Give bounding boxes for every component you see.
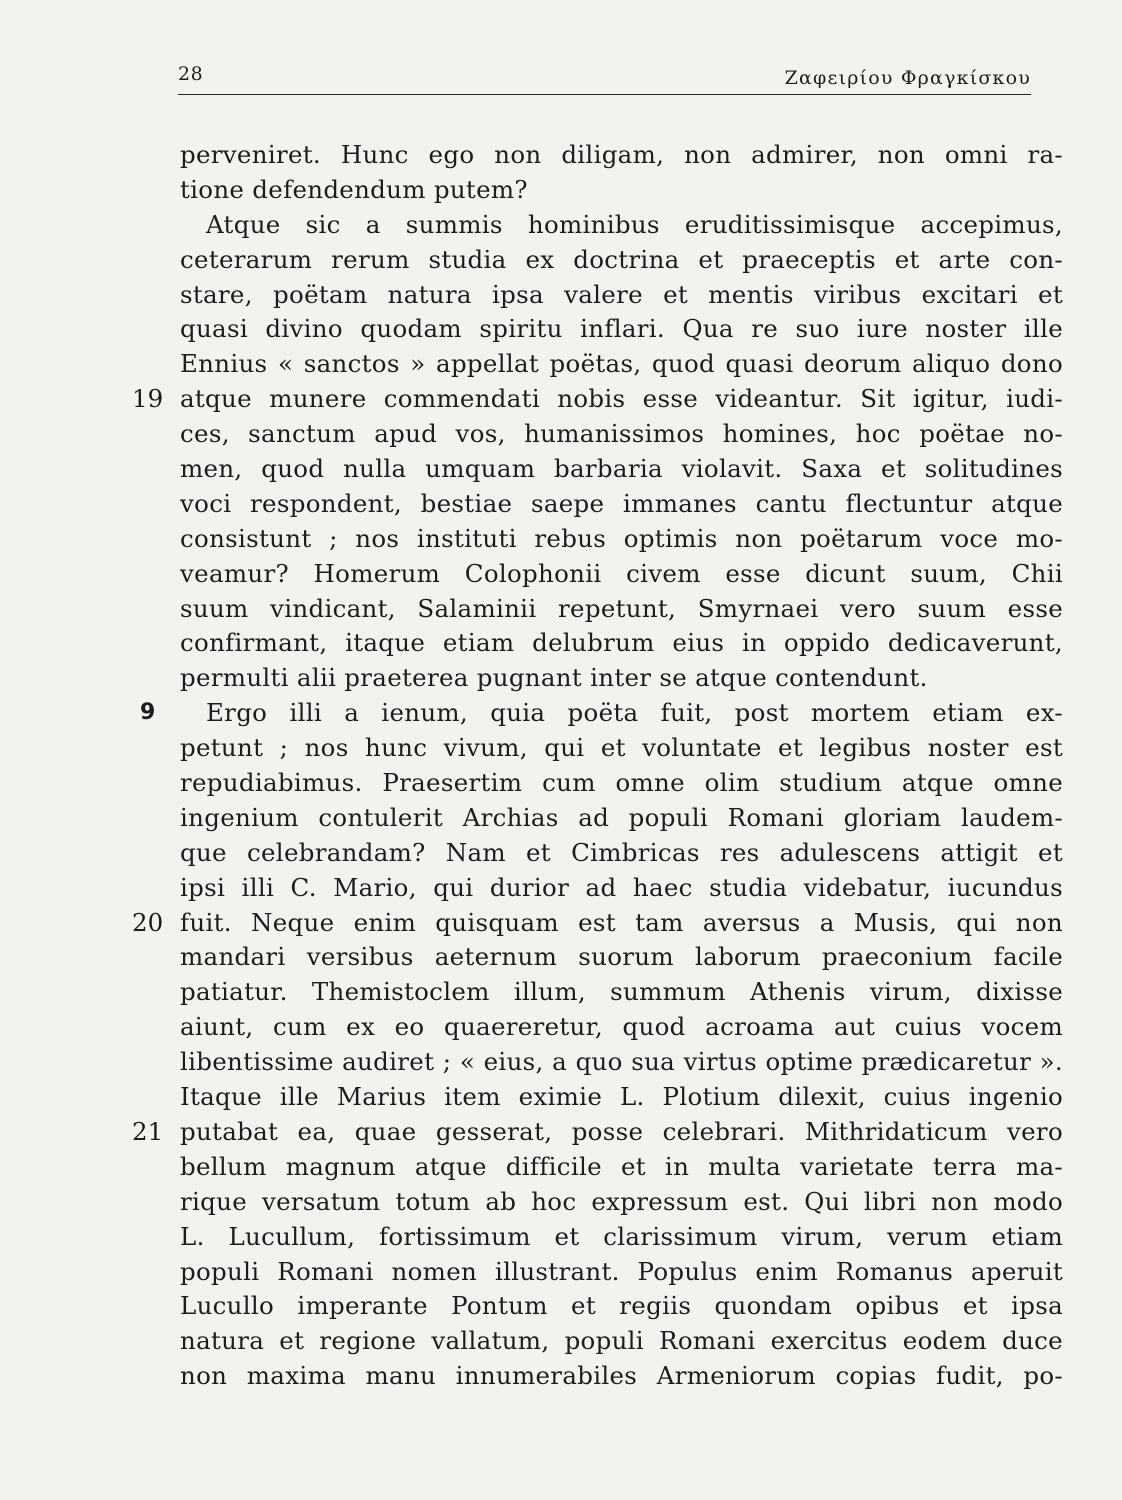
line-text: veamur? Homerum Colophonii civem esse dicunt suum, Chii (180, 558, 1063, 588)
section-number: 9 (140, 700, 156, 726)
text-line (0, 592, 1122, 627)
text-line (0, 1115, 1122, 1150)
section-number: 19 (132, 384, 164, 414)
line-text: ipsi illi C. Mario, qui durior ad haec studia videbatur, iucundus (180, 872, 1063, 902)
line-text: patiatur. Themistoclem illum, summum Athenis virum, dixisse (180, 977, 1063, 1007)
text-line (0, 975, 1122, 1010)
line-text: stare, poëtam natura ipsa valere et mentis viribus excitari et (180, 279, 1063, 309)
line-text: populi Romani nomen illustrant. Populus enim Romanus aperuit (180, 1256, 1063, 1286)
text-line (0, 347, 1122, 382)
running-head-author: Ζαφειρίου Φραγκίσκου (784, 67, 1031, 89)
line-text: Lucullo imperante Pontum et regiis quondam opibus et ipsa (180, 1291, 1063, 1321)
text-line (0, 696, 1122, 731)
line-text: Ergo illi a ienum, quia poëta fuit, post mortem etiam ex- (206, 698, 1063, 728)
line-text: Ennius « sanctos » appellat poëtas, quod quasi deorum aliquo dono (180, 349, 1063, 379)
line-text: consistunt ; nos instituti rebus optimis non poëtarum voce mo- (180, 523, 1063, 553)
text-line (0, 243, 1122, 278)
text-line (0, 731, 1122, 766)
text-line (0, 382, 1122, 417)
text-line (0, 766, 1122, 801)
text-line (0, 452, 1122, 487)
line-text: aiunt, cum ex eo quaereretur, quod acroama aut cuius vocem (180, 1012, 1063, 1042)
text-line (0, 1080, 1122, 1115)
line-text: tione defendendum putem? (180, 174, 528, 204)
text-line (0, 487, 1122, 522)
line-text: putabat ea, quae gesserat, posse celebrari. Mithridaticum vero (180, 1116, 1063, 1146)
line-text: non maxima manu innumerabiles Armeniorum copias fudit, po- (180, 1361, 1063, 1391)
text-line (0, 1185, 1122, 1220)
page-number: 28 (178, 63, 204, 85)
body-text (0, 138, 1122, 1394)
line-text: suum vindicant, Salaminii repetunt, Smyrnaei vero suum esse (180, 593, 1063, 623)
line-text: bellum magnum atque difficile et in multa varietate terra ma- (180, 1151, 1063, 1181)
text-line (0, 138, 1122, 173)
text-line (0, 312, 1122, 347)
text-line (0, 557, 1122, 592)
text-line (0, 1255, 1122, 1290)
line-text: permulti alii praeterea pugnant inter se atque contendunt. (180, 663, 928, 693)
line-text: Atque sic a summis hominibus eruditissimisque accepimus, (206, 209, 1063, 239)
text-line (0, 1010, 1122, 1045)
line-text: atque munere commendati nobis esse videantur. Sit igitur, iudi- (180, 384, 1063, 414)
line-text: petunt ; nos hunc vivum, qui et voluntate et legibus noster est (180, 733, 1063, 763)
text-line (0, 1359, 1122, 1394)
running-head (178, 62, 1031, 95)
line-text: voci respondent, bestiae saepe immanes cantu flectuntur atque (180, 488, 1063, 518)
text-line (0, 1150, 1122, 1185)
text-line (0, 417, 1122, 452)
line-text: libentissime audiret ; « eius, a quo sua virtus optime prædicaretur ». (180, 1047, 1063, 1077)
text-line (0, 278, 1122, 313)
text-line (0, 1045, 1122, 1080)
line-text: que celebrandam? Nam et Cimbricas res adulescens attigit et (180, 837, 1063, 867)
line-text: fuit. Neque enim quisquam est tam aversus a Musis, qui non (180, 907, 1063, 937)
text-line (0, 208, 1122, 243)
line-text: L. Lucullum, fortissimum et clarissimum virum, verum etiam (180, 1221, 1063, 1251)
text-line (0, 522, 1122, 557)
line-text: confirmant, itaque etiam delubrum eius in oppido dedicaverunt, (180, 628, 1063, 658)
text-line (0, 1289, 1122, 1324)
text-line (0, 626, 1122, 661)
line-text: ces, sanctum apud vos, humanissimos homines, hoc poëtae no- (180, 419, 1063, 449)
text-line (0, 801, 1122, 836)
line-text: Itaque ille Marius item eximie L. Plotium dilexit, cuius ingenio (180, 1082, 1063, 1112)
line-text: quasi divino quodam spiritu inflari. Qua re suo iure noster ille (180, 314, 1063, 344)
text-line (0, 173, 1122, 208)
line-text: perveniret. Hunc ego non diligam, non admirer, non omni ra- (180, 140, 1063, 169)
line-text: ingenium contulerit Archias ad populi Romani gloriam laudem- (180, 802, 1063, 832)
text-line (0, 940, 1122, 975)
section-number: 21 (132, 1116, 164, 1146)
text-line (0, 1220, 1122, 1255)
text-line (0, 836, 1122, 871)
line-text: mandari versibus aeternum suorum laborum praeconium facile (180, 942, 1063, 972)
line-text: men, quod nulla umquam barbaria violavit. Saxa et solitudines (180, 454, 1063, 484)
line-text: repudiabimus. Praesertim cum omne olim studium atque omne (180, 768, 1063, 798)
line-text: ceterarum rerum studia ex doctrina et praeceptis et arte con- (180, 244, 1063, 274)
text-line (0, 871, 1122, 906)
line-text: natura et regione vallatum, populi Romani exercitus eodem duce (180, 1326, 1063, 1356)
text-line (0, 1324, 1122, 1359)
text-line (0, 661, 1122, 696)
text-line (0, 906, 1122, 941)
line-text: rique versatum totum ab hoc expressum est. Qui libri non modo (180, 1186, 1063, 1216)
section-number: 20 (132, 907, 164, 937)
